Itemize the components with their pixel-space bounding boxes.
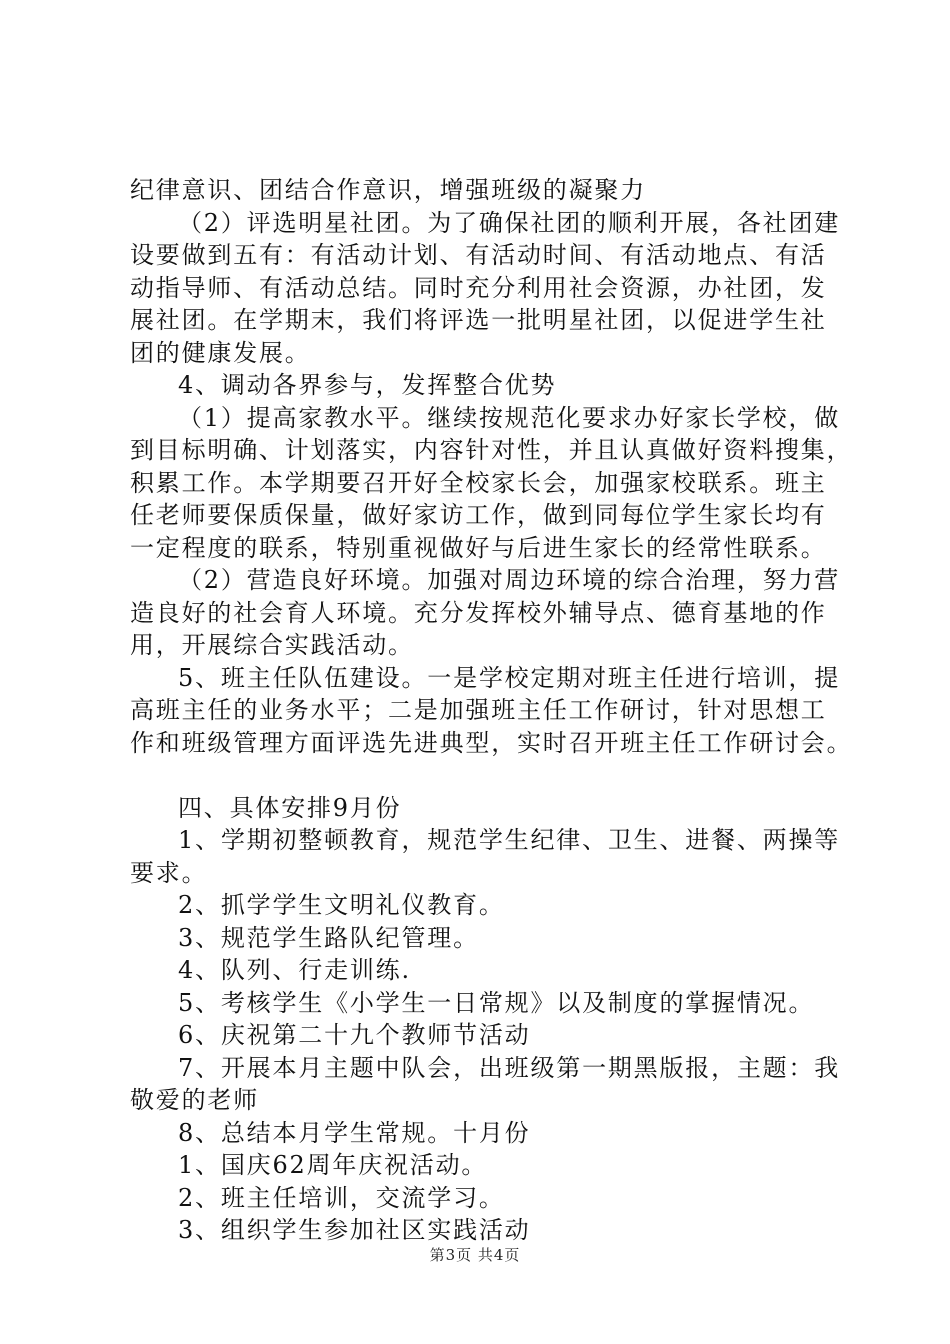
text-line: 积累工作。本学期要召开好全校家长会，加强家校联系。班主 <box>130 468 827 497</box>
document-body <box>130 174 853 1247</box>
list-item: 1、国庆62周年庆祝活动。 <box>178 1151 488 1179</box>
list-item: 6、庆祝第二十九个教师节活动 <box>178 1021 531 1049</box>
list-item-continuation: 要求。 <box>130 858 208 887</box>
section-heading: 4、调动各界参与，发挥整合优势 <box>178 371 557 399</box>
list-item-continuation: 敬爱的老师 <box>130 1086 259 1114</box>
list-item: 1、学期初整顿教育，规范学生纪律、卫生、进餐、两操等 <box>178 826 841 854</box>
text-line: 展社团。在学期末，我们将评选一批明星社团，以促进学生社 <box>130 306 827 334</box>
text-line: 纪律意识、团结合作意识，增强班级的凝聚力 <box>130 176 646 204</box>
text-line: 5、班主任队伍建设。一是学校定期对班主任进行培训，提 <box>178 663 841 692</box>
text-line: 高班主任的业务水平；二是加强班主任工作研讨，针对思想工 <box>130 696 827 724</box>
list-item: 4、队列、行走训练. <box>178 956 411 984</box>
list-item: 3、规范学生路队纪管理。 <box>178 923 479 952</box>
list-item: 3、组织学生参加社区实践活动 <box>178 1216 531 1244</box>
text-line: 团的健康发展。 <box>130 338 311 367</box>
list-item: 7、开展本月主题中队会，出班级第一期黑版报，主题：我 <box>178 1053 841 1082</box>
text-line: 用，开展综合实践活动。 <box>130 631 414 659</box>
text-line: 任老师要保质保量，做好家访工作，做到同每位学生家长均有 <box>130 501 827 529</box>
list-item: 8、总结本月学生常规。十月份 <box>178 1118 531 1147</box>
text-line: 造良好的社会育人环境。充分发挥校外辅导点、德育基地的作 <box>130 598 827 627</box>
list-item: 2、抓学学生文明礼仪教育。 <box>178 891 505 919</box>
text-line: 一定程度的联系，特别重视做好与后进生家长的经常性联系。 <box>130 533 827 562</box>
text-line: 到目标明确、计划落实，内容针对性，并且认真做好资料搜集， <box>130 436 853 464</box>
text-line: 动指导师、有活动总结。同时充分利用社会资源，办社团，发 <box>130 273 827 302</box>
text-line: （1）提高家教水平。继续按规范化要求办好家长学校，做 <box>178 403 841 432</box>
blank-line <box>130 759 830 792</box>
text-line: （2）营造良好环境。加强对周边环境的综合治理，努力营 <box>178 566 841 594</box>
text-line: 作和班级管理方面评选先进典型，实时召开班主任工作研讨会。 <box>130 728 853 757</box>
list-item: 2、班主任培训，交流学习。 <box>178 1183 505 1212</box>
page-footer: 第3页 共4页 <box>429 1246 521 1264</box>
section-heading: 四、具体安排9月份 <box>178 793 402 822</box>
text-line: （2）评选明星社团。为了确保社团的顺利开展，各社团建 <box>178 208 841 237</box>
list-item: 5、考核学生《小学生一日常规》以及制度的掌握情况。 <box>178 988 815 1017</box>
text-line: 设要做到五有：有活动计划、有活动时间、有活动地点、有活 <box>130 241 827 269</box>
